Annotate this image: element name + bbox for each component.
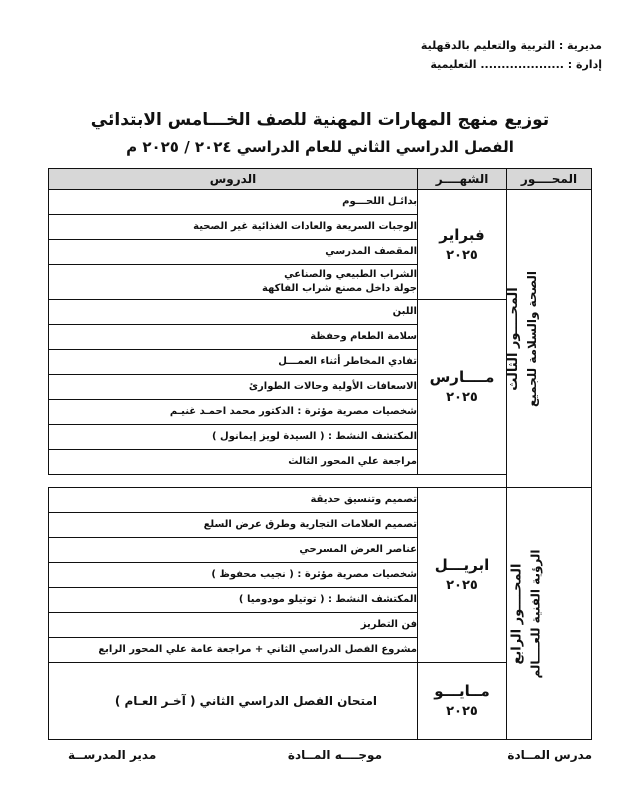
axis-four-sub: الرؤية الفنية للعــــالم [528, 548, 543, 679]
teacher-signature: مدرس المــادة [507, 748, 592, 762]
month-year: ٢٠٢٥ [446, 247, 478, 263]
header-axis: المحــــور [507, 169, 592, 190]
lesson-cell: بدائـل اللحـــوم [49, 190, 418, 215]
month-name: ابريـــل [434, 556, 490, 574]
lesson-cell: شخصيات مصرية مؤثرة : الدكتور محمد احمـد غنيـم [49, 400, 418, 425]
axis-three-cell [507, 190, 592, 488]
lesson-cell: المكتشف النشط : ( السيدة لويز إيمانول ) [49, 425, 418, 450]
lesson-cell: عناصر العرض المسرحي [49, 538, 418, 563]
title-block [0, 106, 640, 160]
month-name: مــايـــو [434, 682, 490, 700]
month-may [418, 663, 507, 740]
lesson-cell: فن التطريز [49, 613, 418, 638]
principal-signature: مدير المدرســة [68, 748, 157, 762]
lesson-cell [49, 265, 418, 300]
lesson-text: جولة داخل مصنع شراب الفاكهة [261, 283, 417, 294]
main-title: توزيع منهج المهارات المهنية للصف الخـــامس الابتدائي [90, 110, 550, 130]
lesson-cell: مشروع الفصل الدراسي الثاني + مراجعة عامة علي المحور الرابع [49, 638, 418, 663]
axis-four-name: المحــــور الرابع [509, 563, 525, 664]
table-row [49, 488, 592, 513]
lesson-cell: اللبن [49, 300, 418, 325]
axis-four-cell [507, 488, 592, 740]
header-block [342, 36, 602, 74]
exam-cell: امتحان الفصل الدراسي الثاني ( آخـر العـام ) [49, 663, 418, 740]
directorate-line: مديرية : التربية والتعليم بالدقهلية [420, 39, 602, 52]
lesson-cell: المقصف المدرسي [49, 240, 418, 265]
lesson-cell: الاسعافات الأولية وحالات الطوارئ [49, 375, 418, 400]
month-year: ٢٠٢٥ [446, 578, 478, 593]
table-header-row [49, 169, 592, 190]
header-month: الشهــــر [418, 169, 507, 190]
month-name: فبراير [439, 225, 485, 244]
header-lessons: الدروس [49, 169, 418, 190]
supervisor-signature: موجــــه المــادة [287, 748, 382, 762]
curriculum-table [48, 168, 592, 740]
lesson-cell: سلامة الطعام وحفظة [49, 325, 418, 350]
month-april [418, 488, 507, 663]
month-year: ٢٠٢٥ [446, 704, 478, 719]
lesson-cell: شخصيات مصرية مؤثرة : ( نجيب محفوظ ) [49, 563, 418, 588]
lesson-cell: تفادي المخاطر أثناء العمـــل [49, 350, 418, 375]
lesson-cell: المكتشف النشط : ( توتيلو مودوميا ) [49, 588, 418, 613]
lesson-cell: تصميم العلامات التجارية وطرق عرض السلع [49, 513, 418, 538]
month-february [418, 190, 507, 300]
sub-title: الفصل الدراسي الثاني للعام الدراسي ٢٠٢٤ / ٢٠٢٥ م [126, 138, 514, 156]
axis-three-name: المحــــور الثالث [505, 286, 521, 391]
lesson-text: الشراب الطبيعي والصناعي [284, 269, 417, 280]
axis-three-sub: الصحة والسلامة للجميع [524, 270, 539, 407]
administration-line: إدارة : .................... التعليمية [430, 58, 602, 71]
month-year: ٢٠٢٥ [446, 390, 478, 405]
month-name: مــــارس [429, 368, 495, 386]
lesson-cell: مراجعة علي المحور الثالث [49, 450, 418, 475]
lesson-cell: تصميم وتنسيق حديقة [49, 488, 418, 513]
lesson-cell: الوجبات السريعة والعادات الغذائية غير الصحية [49, 215, 418, 240]
table-row [49, 190, 592, 215]
